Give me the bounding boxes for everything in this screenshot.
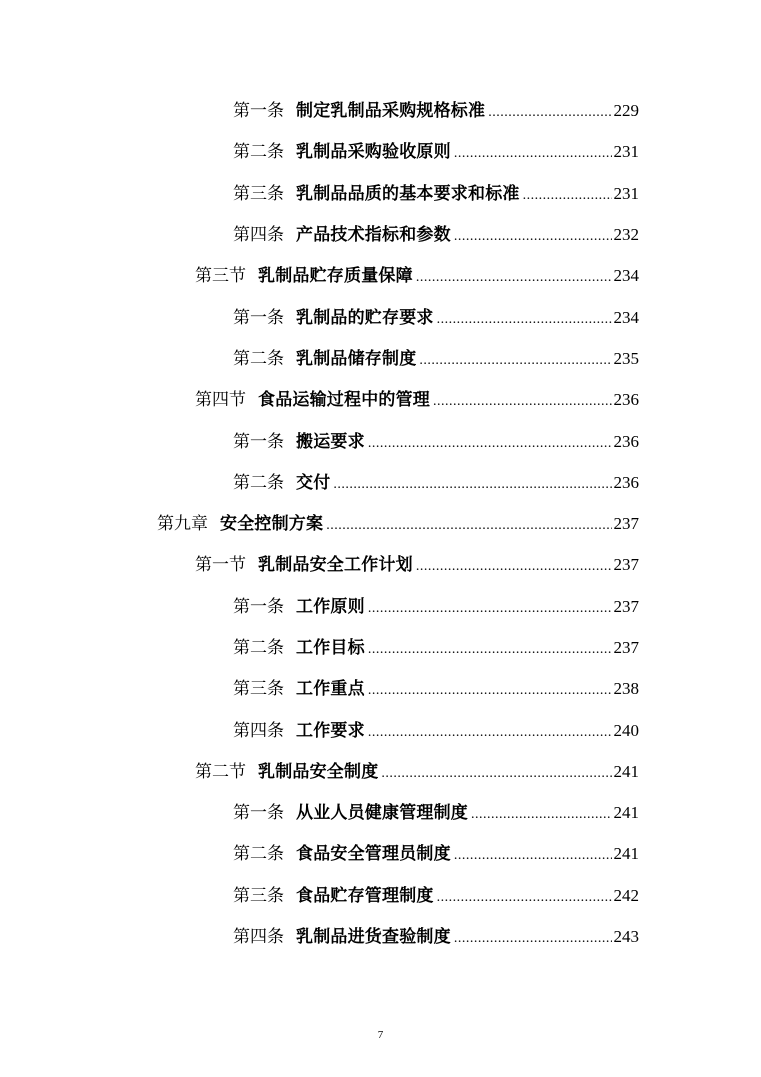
toc-dot-leader — [471, 808, 612, 822]
toc-dot-leader — [454, 230, 612, 244]
toc-dot-leader — [454, 849, 612, 863]
toc-entry-page: 241 — [613, 761, 639, 781]
toc-entry-line — [233, 96, 639, 121]
toc-entry-line — [233, 839, 639, 864]
toc-entry-line — [233, 592, 639, 617]
toc-entry-title: 乳制品进货查验制度 — [296, 927, 451, 948]
toc-entry-label: 第一条 — [233, 101, 284, 122]
toc-dot-leader — [437, 891, 612, 905]
toc-dot-leader — [333, 478, 611, 492]
toc-entry[interactable] — [0, 584, 761, 625]
toc-entry-title: 乳制品采购验收原则 — [296, 142, 451, 163]
toc-entry-page: 236 — [613, 390, 639, 410]
toc-entry-title: 工作重点 — [296, 679, 365, 700]
toc-entry-page: 238 — [613, 679, 639, 699]
toc-entry-title: 乳制品安全工作计划 — [258, 555, 413, 576]
toc-entry-title: 乳制品贮存质量保障 — [258, 266, 413, 287]
toc-entry-title: 食品贮存管理制度 — [296, 885, 434, 906]
toc-entry[interactable] — [0, 707, 761, 748]
toc-entry[interactable] — [0, 501, 761, 542]
toc-entry-label: 第一条 — [233, 307, 284, 328]
toc-entry-line — [233, 798, 639, 823]
toc-entry-page: 240 — [613, 720, 639, 740]
toc-dot-leader — [416, 560, 612, 574]
toc-entry-line — [233, 922, 639, 947]
toc-entry[interactable] — [0, 790, 761, 831]
toc-entry-title: 工作目标 — [296, 638, 365, 658]
toc-entry[interactable] — [0, 625, 761, 666]
toc-entry-page: 241 — [613, 844, 639, 864]
toc-entry-title: 工作要求 — [296, 720, 365, 741]
toc-dot-leader — [488, 106, 611, 120]
toc-entry-line — [233, 179, 639, 204]
toc-entry-page: 237 — [613, 638, 639, 657]
toc-entry-label: 第二条 — [233, 844, 284, 865]
toc-entry-label: 第二条 — [233, 638, 284, 658]
toc-dot-leader — [419, 354, 611, 368]
toc-entry-line — [233, 344, 639, 369]
toc-entry-line — [233, 716, 639, 741]
toc-entry-line — [233, 674, 639, 699]
footer-page-number: 7 — [377, 1029, 384, 1041]
toc-entry[interactable] — [0, 88, 761, 129]
toc-entry-line — [233, 881, 639, 906]
toc-entry-label: 第二条 — [233, 142, 284, 163]
toc-entry-title: 食品运输过程中的管理 — [258, 390, 430, 411]
toc-entry-line — [233, 220, 639, 245]
toc-entry-label: 第三条 — [233, 183, 284, 204]
toc-entry-title: 乳制品储存制度 — [296, 348, 417, 369]
toc-entry-title: 工作原则 — [296, 596, 365, 617]
toc-entry-page: 234 — [613, 266, 639, 286]
toc-entry-page: 242 — [613, 885, 639, 905]
toc-entry-label: 第三节 — [195, 266, 246, 287]
toc-entry[interactable] — [0, 377, 761, 418]
toc-entry-title: 制定乳制品采购规格标准 — [296, 101, 486, 122]
toc-entry-title: 乳制品安全制度 — [258, 761, 379, 782]
toc-entry-page: 235 — [613, 348, 639, 368]
toc-entry-line — [195, 385, 639, 410]
toc-entry[interactable] — [0, 171, 761, 212]
toc-entry-page: 241 — [613, 803, 639, 823]
toc-dot-leader — [437, 313, 612, 327]
toc-entry-label: 第四节 — [195, 390, 246, 411]
toc-entry-line — [233, 633, 639, 658]
toc-entry[interactable] — [0, 749, 761, 790]
toc-entry-line — [195, 550, 639, 575]
toc-entry-label: 第二条 — [233, 348, 284, 369]
toc-dot-leader — [454, 147, 612, 161]
toc-entry[interactable] — [0, 873, 761, 914]
table-of-contents — [0, 88, 761, 955]
toc-entry-label: 第三条 — [233, 885, 284, 906]
toc-dot-leader — [368, 643, 612, 657]
toc-entry[interactable] — [0, 294, 761, 335]
toc-entry-label: 第三条 — [233, 679, 284, 700]
toc-dot-leader — [368, 602, 612, 616]
toc-dot-leader — [523, 189, 612, 203]
toc-entry-title: 乳制品品质的基本要求和标准 — [296, 183, 520, 204]
toc-dot-leader — [381, 767, 611, 781]
toc-entry-line — [195, 757, 639, 782]
toc-entry-title: 交付 — [296, 472, 331, 493]
toc-dot-leader — [326, 519, 611, 533]
toc-entry-label: 第一条 — [233, 596, 284, 617]
toc-entry-title: 产品技术指标和参数 — [296, 225, 451, 246]
toc-entry[interactable] — [0, 212, 761, 253]
toc-entry[interactable] — [0, 418, 761, 459]
toc-dot-leader — [454, 932, 612, 946]
toc-entry-label: 第九章 — [157, 514, 208, 535]
toc-entry-page: 236 — [613, 431, 639, 451]
toc-entry-page: 232 — [613, 225, 639, 245]
toc-entry-title: 搬运要求 — [296, 431, 365, 452]
toc-entry-title: 从业人员健康管理制度 — [296, 803, 468, 824]
toc-dot-leader — [433, 395, 612, 409]
toc-entry[interactable] — [0, 914, 761, 955]
toc-entry-page: 231 — [613, 183, 639, 203]
toc-entry[interactable] — [0, 542, 761, 583]
toc-entry[interactable] — [0, 129, 761, 170]
toc-entry[interactable] — [0, 831, 761, 872]
toc-entry-label: 第二条 — [233, 472, 284, 493]
toc-entry-line — [233, 468, 639, 493]
toc-entry-page: 237 — [613, 555, 639, 575]
toc-dot-leader — [368, 684, 612, 698]
toc-entry-label: 第一条 — [233, 431, 284, 452]
toc-entry-page: 237 — [613, 514, 639, 534]
toc-entry-line — [195, 261, 639, 286]
toc-entry-title: 乳制品的贮存要求 — [296, 307, 434, 328]
toc-entry-label: 第二节 — [195, 761, 246, 782]
toc-entry[interactable] — [0, 336, 761, 377]
toc-entry[interactable] — [0, 666, 761, 707]
toc-entry-label: 第四条 — [233, 225, 284, 246]
toc-entry-label: 第一条 — [233, 803, 284, 824]
toc-entry-line — [233, 427, 639, 452]
toc-dot-leader — [368, 726, 612, 740]
toc-entry-line — [233, 137, 639, 162]
toc-entry[interactable] — [0, 460, 761, 501]
toc-dot-leader — [368, 437, 612, 451]
toc-entry[interactable] — [0, 253, 761, 294]
toc-entry-page: 234 — [613, 307, 639, 327]
toc-entry-title: 安全控制方案 — [220, 514, 324, 535]
toc-entry-line — [233, 303, 639, 328]
toc-entry-page: 229 — [613, 101, 639, 121]
toc-entry-line — [157, 509, 639, 534]
toc-entry-page: 236 — [613, 472, 639, 492]
toc-dot-leader — [416, 271, 612, 285]
toc-entry-title: 食品安全管理员制度 — [296, 844, 451, 865]
toc-entry-page: 243 — [613, 927, 639, 947]
toc-entry-label: 第四条 — [233, 720, 284, 741]
toc-entry-label: 第四条 — [233, 927, 284, 948]
toc-entry-page: 231 — [613, 142, 639, 162]
toc-entry-label: 第一节 — [195, 555, 246, 576]
toc-entry-page: 237 — [613, 596, 639, 616]
